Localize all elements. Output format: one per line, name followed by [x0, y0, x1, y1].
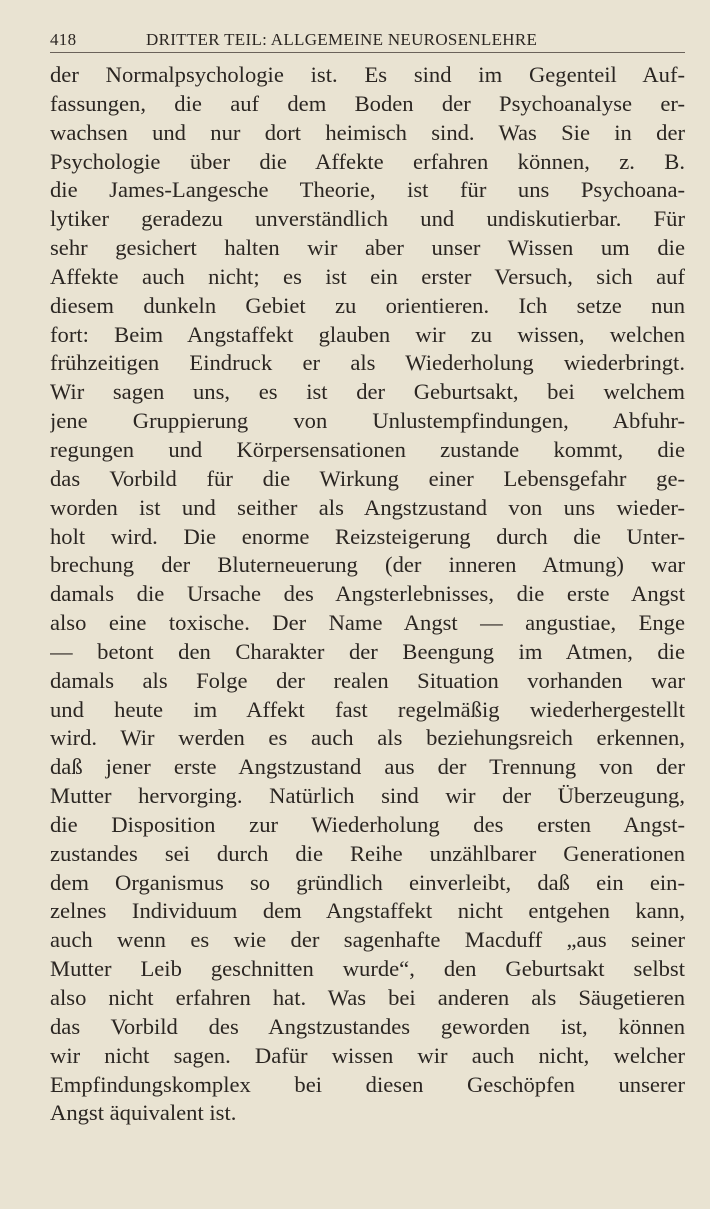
text-line: zustandes sei durch die Reihe unzählbarer Generationen	[50, 840, 685, 866]
text-line: frühzeitigen Eindruck er als Wiederholung wiederbringt.	[50, 350, 685, 376]
text-line: Affekte auch nicht; es ist ein erster Versuch, sich auf	[50, 263, 685, 289]
running-title: DRITTER TEIL: ALLGEMEINE NEUROSENLEHRE	[146, 30, 538, 49]
text-line: Angst äquivalent ist.	[50, 1100, 237, 1126]
text-line: zelnes Individuum dem Angstaffekt nicht entgehen kann,	[50, 898, 685, 924]
text-line: die Disposition zur Wiederholung des ersten Angst-	[50, 811, 685, 837]
text-line: Empfindungskomplex bei diesen Geschöpfen unserer	[50, 1071, 685, 1097]
text-line: Psychologie über die Affekte erfahren können, z. B.	[50, 148, 685, 174]
text-line: regungen und Körpersensationen zustande kommt, die	[50, 436, 685, 462]
text-line: — betont den Charakter der Beengung im Atmen, die	[50, 638, 685, 664]
text-line: holt wird. Die enorme Reizsteigerung durch die Unter-	[50, 523, 685, 549]
text-line: daß jener erste Angstzustand aus der Trennung von der	[50, 754, 685, 780]
text-line: wir nicht sagen. Dafür wissen wir auch nicht, welcher	[50, 1042, 685, 1068]
text-line: also nicht erfahren hat. Was bei anderen als Säugetieren	[50, 985, 685, 1010]
text-line: die James-Langesche Theorie, ist für uns Psychoana-	[50, 177, 685, 203]
text-line: Wir sagen uns, es ist der Geburtsakt, bei welchem	[50, 379, 685, 405]
text-line: der Normalpsychologie ist. Es sind im Gegenteil Auf-	[50, 62, 685, 87]
text-line: Mutter hervorging. Natürlich sind wir der Überzeugung,	[50, 783, 685, 809]
text-line: jene Gruppierung von Unlustempfindungen, Abfuhr-	[50, 408, 685, 434]
text-line: das Vorbild für die Wirkung einer Lebensgefahr ge-	[50, 465, 685, 491]
page-number: 418	[50, 30, 77, 49]
text-line: wachsen und nur dort heimisch sind. Was Sie in der	[50, 119, 685, 145]
text-line: also eine toxische. Der Name Angst — angustiae, Enge	[50, 610, 685, 636]
text-line: worden ist und seither als Angstzustand von uns wieder-	[50, 494, 685, 520]
text-line: diesem dunkeln Gebiet zu orientieren. Ich setze nun	[50, 292, 685, 318]
text-line: damals als Folge der realen Situation vorhanden war	[50, 667, 685, 693]
text-line: damals die Ursache des Angsterlebnisses, die erste Angst	[50, 581, 685, 607]
text-line: sehr gesichert halten wir aber unser Wissen um die	[50, 235, 685, 261]
running-head	[50, 26, 685, 53]
text-line: Mutter Leib geschnitten wurde“, den Geburtsakt selbst	[50, 956, 685, 982]
text-line: fort: Beim Angstaffekt glauben wir zu wissen, welchen	[50, 321, 685, 347]
text-line: wird. Wir werden es auch als beziehungsreich erkennen,	[50, 725, 685, 751]
text-line: auch wenn es wie der sagenhafte Macduff „aus seiner	[50, 927, 685, 953]
text-line: fassungen, die auf dem Boden der Psychoanalyse er-	[50, 90, 685, 116]
text-line: brechung der Bluterneuerung (der inneren Atmung) war	[50, 552, 685, 578]
text-line: und heute im Affekt fast regelmäßig wiederhergestellt	[50, 696, 685, 722]
text-line: dem Organismus so gründlich einverleibt, daß ein ein-	[50, 869, 685, 895]
text-line: das Vorbild des Angstzustandes geworden ist, können	[50, 1013, 685, 1039]
text-line: lytiker geradezu unverständlich und undiskutierbar. Für	[50, 206, 685, 232]
body-text	[50, 61, 685, 1128]
